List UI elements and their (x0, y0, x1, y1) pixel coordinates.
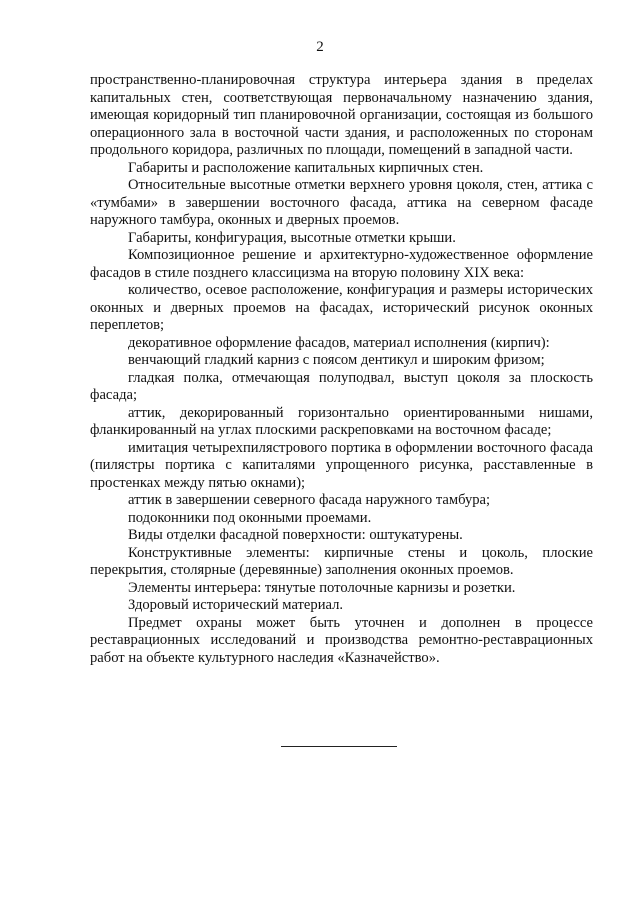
page-number: 2 (316, 39, 324, 55)
paragraph-4: Габариты, конфигурация, высотные отметки крыши. (128, 229, 456, 246)
paragraph-9: гладкая полка, отмечающая полуподвал, выступ цоколя за плоскость фасада; (90, 369, 593, 403)
paragraph-15: Конструктивные элементы: кирпичные стены и цоколь, плоские перекрытия, столярные (деревянные) заполнения оконных проемов. (90, 544, 593, 578)
paragraph-14: Виды отделки фасадной поверхности: оштукатурены. (128, 527, 463, 543)
paragraph-17: Здоровый исторический материал. (128, 597, 344, 613)
document-body (90, 72, 593, 667)
paragraph-6: количество, осевое расположение, конфигурация и размеры исторических оконных и дверных проемов на фасадах, исторический рисунок оконных переплетов; (90, 282, 593, 333)
paragraph-5: Композиционное решение и архитектурно-художественное оформление фасадов в стиле позднего классицизма на вторую половину XIX века: (90, 247, 593, 281)
paragraph-3: Относительные высотные отметки верхнего уровня цоколя, стен, аттика с «тумбами» в завершении восточного фасада, аттика на северном фасаде наружного тамбура, оконных и дверных проемов. (90, 177, 593, 228)
paragraph-12: аттик в завершении северного фасада наружного тамбура; (128, 492, 491, 508)
paragraph-7: декоративное оформление фасадов, материал исполнения (кирпич): (128, 334, 550, 351)
closing-rule (281, 746, 397, 747)
paragraph-16: Элементы интерьера: тянутые потолочные карнизы и розетки. (128, 579, 516, 596)
paragraph-10: аттик, декорированный горизонтально ориентированными нишами, фланкированный на углах плоскими раскреповками на восточном фасаде; (90, 404, 593, 438)
paragraph-2: Габариты и расположение капитальных кирпичных стен. (128, 159, 484, 176)
paragraph-8: венчающий гладкий карниз с поясом дентикул и широким фризом; (128, 352, 545, 368)
paragraph-13: подоконники под оконными проемами. (128, 509, 372, 526)
paragraph-11: имитация четырехпилястрового портика в оформлении восточного фасада (пилястры портика с капиталями упрощенного рисунка, расставленные в простенках между пятью окнами); (90, 439, 593, 491)
paragraph-1: пространственно-планировочная структура интерьера здания в пределах капитальных стен, соответствующая первоначальному назначению здания, имеющая коридорный тип планировочной организации, состоящая из большого операционного зала в восточной части здания, и расположенных по сторонам продольного коридора, различных по площади, помещений в западной части. (90, 72, 593, 158)
paragraph-18: Предмет охраны может быть уточнен и дополнен в процессе реставрационных исследований и производства ремонтно-реставрационных работ на объекте культурного наследия «Казначейство». (90, 614, 593, 666)
